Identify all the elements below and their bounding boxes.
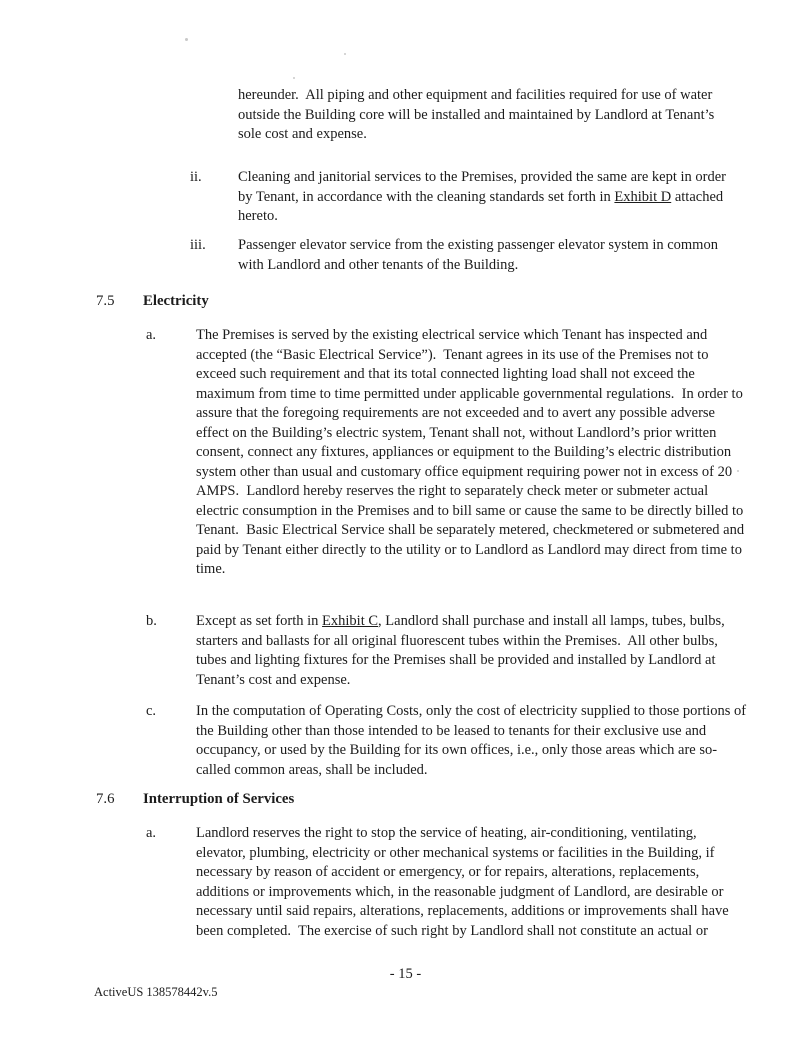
document-id: ActiveUS 138578442v.5 bbox=[94, 985, 218, 999]
list-item-iii bbox=[190, 236, 738, 275]
section-heading-7-5 bbox=[96, 292, 209, 312]
list-item-ii bbox=[190, 168, 738, 227]
list-text-iii: Passenger elevator service from the existing passenger elevator system in common with Landlord and other tenants of the Building. bbox=[238, 237, 722, 273]
section-number: 7.6 bbox=[96, 791, 115, 807]
section-title: Electricity bbox=[143, 293, 209, 309]
exhibit-d-reference: Exhibit D bbox=[614, 188, 672, 205]
paragraph-text: hereunder. All piping and other equipment and facilities required for use of water outside the Building core will be installed and maintained by Landlord at Tenant’s sole cost and expense. bbox=[238, 87, 718, 142]
subitem-7-5-b bbox=[146, 612, 748, 690]
text-segment: , Landlord shall purchase and install all lamps, tubes, bulbs, starters and ballasts for all original fluorescent tubes within the Premises. All other bulbs, tubes and lighting fixtures for the Premises shall be provided and installed by Landlord at Tenant’s cost and expense. bbox=[196, 613, 729, 688]
paragraph-i-continuation bbox=[238, 86, 738, 145]
scan-speck bbox=[344, 53, 346, 55]
subitem-text-c: In the computation of Operating Costs, only the cost of electricity supplied to those portions of the Building other than those intended to be leased to tenants for their exclusive use and occupancy, or used by the Building for its own offices, i.e., only those areas which are so-called common areas, shall be included. bbox=[196, 703, 750, 778]
page-number: - 15 - bbox=[389, 966, 422, 982]
subitem-marker-a: a. bbox=[146, 327, 157, 343]
text-segment: attached hereto. bbox=[238, 188, 727, 224]
list-text-ii bbox=[238, 168, 738, 227]
subitem-7-5-c bbox=[146, 702, 748, 780]
subitem-text-b bbox=[196, 612, 748, 690]
subitem-marker-c: c. bbox=[146, 703, 157, 719]
section-number: 7.5 bbox=[96, 293, 115, 309]
subitem-marker-b: b. bbox=[146, 613, 157, 629]
scan-speck bbox=[293, 77, 295, 79]
subitem-text-a: Landlord reserves the right to stop the service of heating, air-conditioning, ventilating, elevator, plumbing, electricity or other mechanical systems or facilities in the Building, if necessary by reason of accident or emergency, or for repairs, alterations, replacements, additions or improvements which, in the reasonable judgment of Landlord, are desirable or necessary until said repairs, alterations, replacements, additions or improvements shall have been completed. The exercise of such right by Landlord shall not constitute an actual or bbox=[196, 825, 733, 939]
subitem-7-6-a bbox=[146, 824, 748, 941]
subitem-marker-a: a. bbox=[146, 825, 157, 841]
exhibit-c-reference: Exhibit C bbox=[322, 613, 379, 629]
text-segment: Except as set forth in bbox=[196, 613, 323, 629]
section-heading-7-6 bbox=[96, 790, 294, 810]
subitem-7-5-a bbox=[146, 326, 748, 580]
section-title: Interruption of Services bbox=[143, 791, 295, 807]
subitem-text-a: The Premises is served by the existing electrical service which Tenant has inspected and accepted (the “Basic Electrical Service”). Tenant agrees in its use of the Premises not to exceed such requirement and that its total connected lighting load shall not exceed the maximum from time to time permitted under applicable governmental regulations. In order to assure that the foregoing requirements are not exceeded and to avert any possible adverse effect on the Building’s electric system, Tenant shall not, without Landlord’s prior written consent, connect any fixtures, appliances or equipment to the Building’s electric distribution system other than usual and customary office equipment requiring power not in excess of 20 AMPS. Landlord hereby reserves the right to separately check meter or submeter actual electric consumption in the Premises and to bill same or cause the same to be directly billed to Tenant. Basic Electrical Service shall be separately metered, checkmetered or submetered and paid by Tenant either directly to the utility or to Landlord as Landlord may direct from time to time. bbox=[196, 327, 748, 577]
list-marker-ii: ii. bbox=[190, 169, 202, 185]
list-marker-iii: iii. bbox=[190, 237, 206, 253]
text-segment: Cleaning and janitorial services to the Premises, provided the same are kept in order by Tenant, in accordance with the cleaning standards set forth in bbox=[238, 169, 730, 205]
scan-speck bbox=[185, 38, 188, 41]
